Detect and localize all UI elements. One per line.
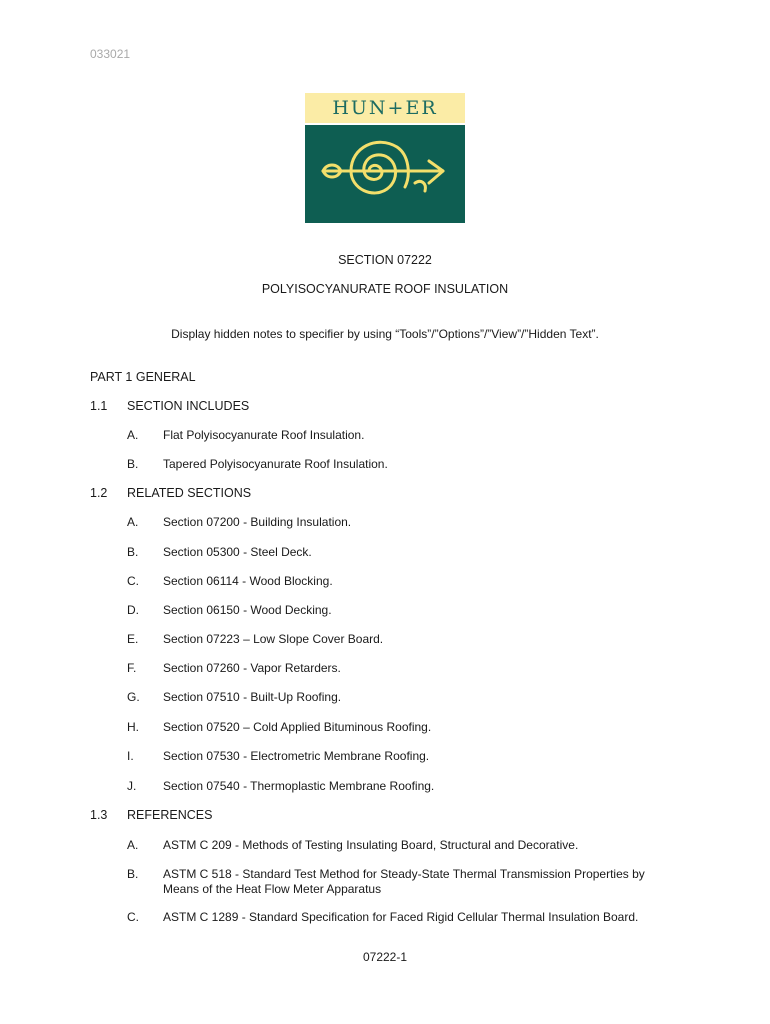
hunter-logo: [305, 93, 465, 223]
list-item: Section 05300 - Steel Deck.: [163, 545, 312, 559]
list-item: ASTM C 209 - Methods of Testing Insulating Board, Structural and Decorative.: [163, 838, 579, 852]
logo-wordmark-band: [305, 93, 465, 125]
list-item: Tapered Polyisocyanurate Roof Insulation.: [163, 457, 388, 471]
section-title: POLYISOCYANURATE ROOF INSULATION: [261, 282, 509, 296]
list-item: ASTM C 1289 - Standard Specification for Faced Rigid Cellular Thermal Insulation Board.: [163, 910, 639, 924]
list-item-letter: E.: [127, 632, 139, 646]
list-item-letter: J.: [127, 779, 137, 793]
list-item-letter: B.: [127, 545, 139, 559]
document-number: 033021: [90, 47, 131, 61]
hidden-text-note: Display hidden notes to specifier by using “Tools”/”Options”/”View”/”Hidden Text”.: [171, 327, 599, 341]
logo-wordmark: HUN+ER: [332, 97, 438, 119]
list-item-letter: C.: [127, 910, 139, 924]
list-item: Section 07200 - Building Insulation.: [163, 515, 352, 529]
part-1-heading: PART 1 GENERAL: [90, 370, 196, 384]
list-item-letter: H.: [127, 720, 139, 734]
list-item: Section 07520 – Cold Applied Bituminous Roofing.: [163, 720, 432, 734]
page-number: 07222-1: [362, 950, 408, 964]
list-item-letter: B.: [127, 457, 139, 471]
logo-emblem-band: [305, 125, 465, 223]
list-item-letter: B.: [127, 867, 139, 881]
list-item-letter: C.: [127, 574, 139, 588]
article-title: REFERENCES: [127, 808, 213, 822]
article-number: 1.3: [90, 808, 108, 822]
list-item-letter: A.: [127, 515, 139, 529]
spiral-arrow-icon: [305, 125, 465, 223]
list-item: Section 07510 - Built-Up Roofing.: [163, 690, 342, 704]
list-item: Section 06114 - Wood Blocking.: [163, 574, 333, 588]
list-item-letter: A.: [127, 838, 139, 852]
list-item: Section 07540 - Thermoplastic Membrane Roofing.: [163, 779, 435, 793]
list-item-letter: I.: [127, 749, 134, 763]
list-item: Flat Polyisocyanurate Roof Insulation.: [163, 428, 365, 442]
article-title: SECTION INCLUDES: [127, 399, 250, 413]
list-item: Section 07530 - Electrometric Membrane Roofing.: [163, 749, 430, 763]
article-title: RELATED SECTIONS: [127, 486, 252, 500]
article-number: 1.2: [90, 486, 108, 500]
section-number: SECTION 07222: [338, 253, 432, 267]
article-number: 1.1: [90, 399, 108, 413]
list-item: Section 07223 – Low Slope Cover Board.: [163, 632, 384, 646]
list-item-letter: G.: [127, 690, 140, 704]
list-item-letter: D.: [127, 603, 139, 617]
list-item: Section 06150 - Wood Decking.: [163, 603, 332, 617]
list-item: Section 07260 - Vapor Retarders.: [163, 661, 341, 675]
list-item-letter: F.: [127, 661, 137, 675]
list-item-letter: A.: [127, 428, 139, 442]
list-item: ASTM C 518 - Standard Test Method for Steady-State Thermal Transmission Properties by Means of the Heat Flow Meter Apparatus: [163, 867, 645, 896]
